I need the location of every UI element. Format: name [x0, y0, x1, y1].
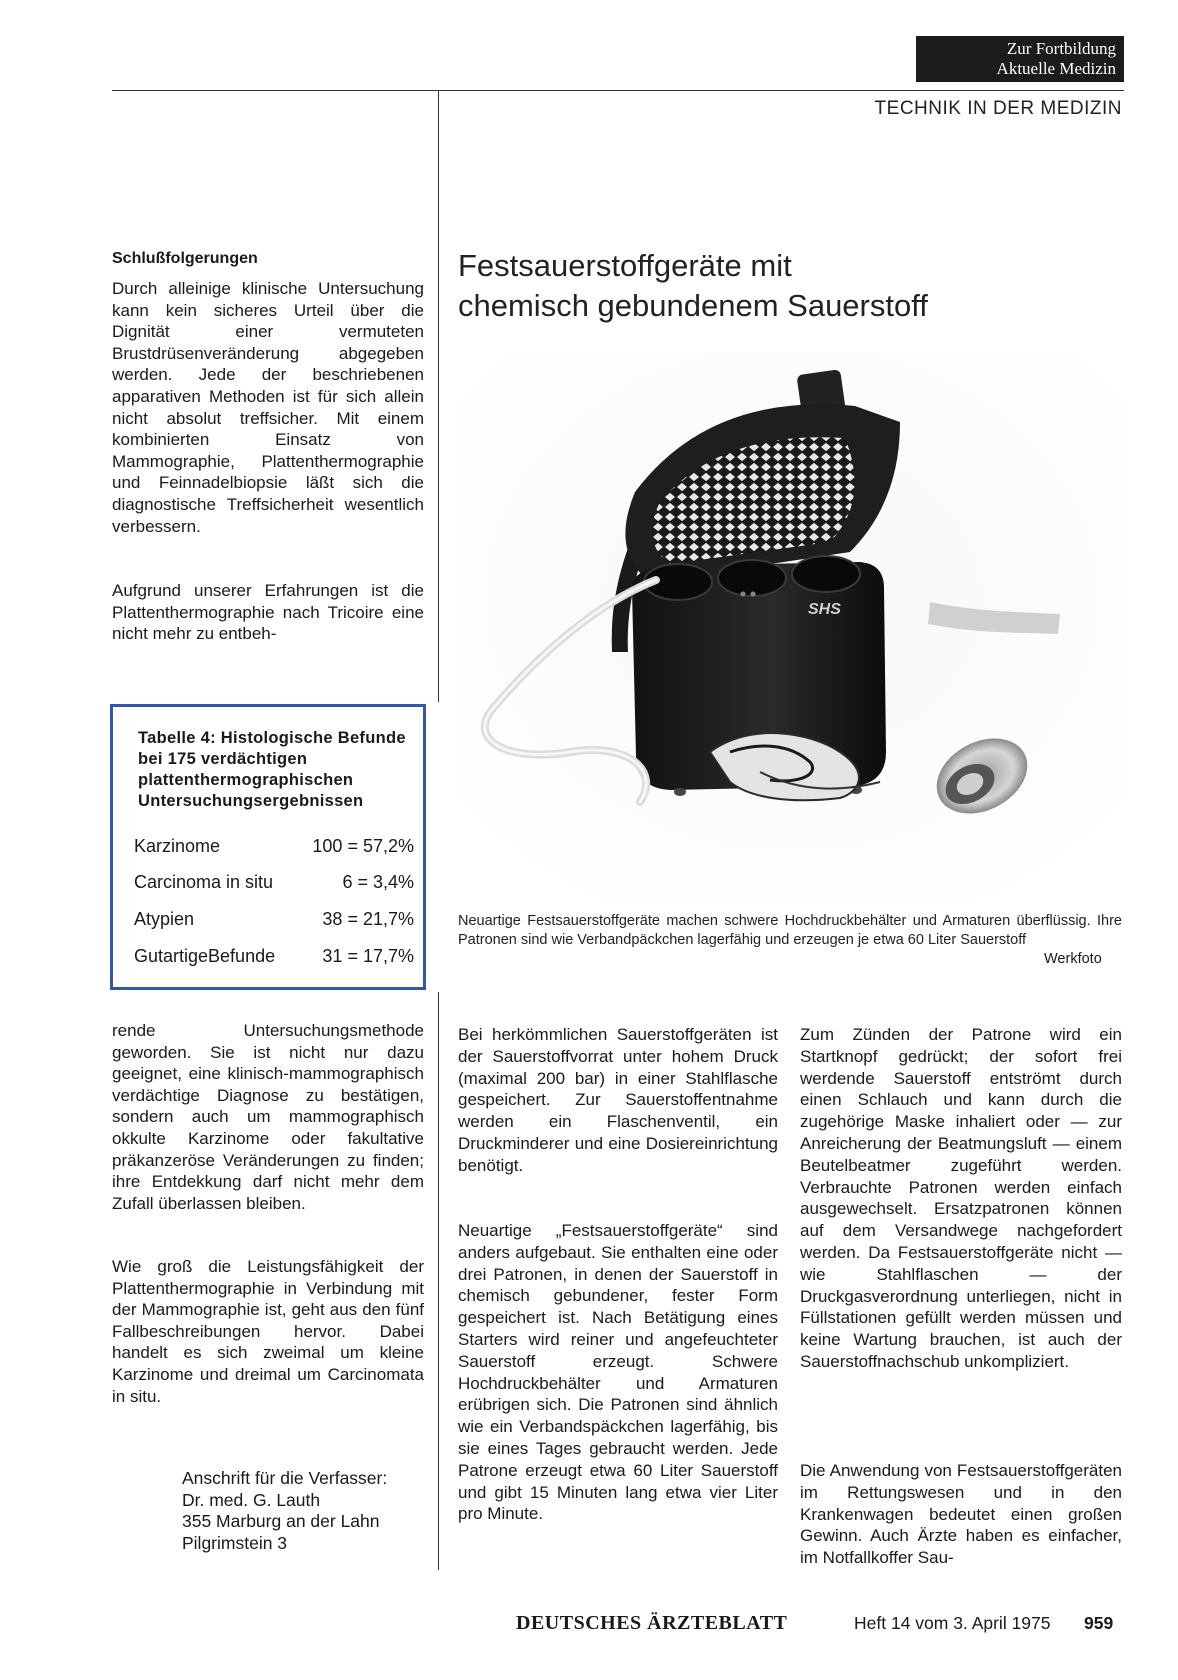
conclusions-paragraph-3	[112, 1020, 424, 1214]
table-row-value: 38 = 21,7%	[322, 909, 414, 929]
address-line: Pilgrimstein 3	[182, 1532, 288, 1553]
table-row-label: GutartigeBefunde	[134, 946, 276, 966]
article-headline	[458, 246, 1118, 326]
photo-credit: Werkfoto	[1044, 951, 1102, 967]
section-badge	[916, 36, 1124, 82]
table-title: Tabelle 4: Histologische Befunde bei 175 verdächtigen plattenthermographischen Untersuchungsergebnissen	[138, 729, 406, 810]
table-row-label: Atypien	[134, 909, 195, 929]
paragraph-text: Wie groß die Leistungsfähigkeit der Plattenthermographie in Verbindung mit der Mammographie ist, geht aus den fünf Fallbeschreibungen hervor. Dabei handelt es sich zweimal um kleine Karzinome und dreimal um Carcinomata in situ.	[112, 1257, 424, 1406]
badge-line-2: Aktuelle Medizin	[996, 59, 1116, 78]
table-row	[134, 836, 414, 860]
table-row-value: 6 = 3,4%	[342, 872, 414, 892]
table-row-value: 100 = 57,2%	[312, 836, 414, 856]
subheading-conclusions: Schlußfolgerungen	[112, 250, 258, 267]
table-row-value: 31 = 17,7%	[322, 946, 414, 966]
section-label: TECHNIK IN DER MEDIZIN	[874, 98, 1122, 119]
column-divider-bottom	[438, 992, 439, 1570]
issue-info: Heft 14 vom 3. April 1975	[854, 1613, 1051, 1633]
article-paragraph-1	[458, 1024, 778, 1177]
address-line: Anschrift für die Verfasser:	[182, 1468, 388, 1488]
paragraph-text: Durch alleinige klinische Untersuchung kann kein sicheres Urteil über die Dignität einer vermuteten Brustdrüsenveränderung abgegeben werden. Jede der beschriebenen apparativen Methoden ist für sich allein nicht absolut treffsicher. Mit einem kombinierten Einsatz von Mammographie, Plattenthermographie und Feinnadelbiopsie läßt sich die diagnostische Treffsicherheit wesentlich verbessern.	[112, 279, 424, 536]
article-paragraph-3	[800, 1024, 1122, 1373]
column-divider-top	[438, 90, 439, 702]
table-row	[134, 872, 414, 896]
conclusions-paragraph-2	[112, 580, 424, 645]
table-row	[134, 946, 414, 970]
article-paragraph-4	[800, 1460, 1122, 1569]
paragraph-text: rende Untersuchungsmethode geworden. Sie ist nicht nur dazu geeignet, eine klinisch-mammographisch verdächtige Diagnose zu bestätigen, sondern auch um mammographisch okkulte Karzinome oder fakultative präkanzeröse Veränderungen zu finden; ihre Entdekkung darf nicht mehr dem Zufall überlassen bleiben.	[112, 1021, 424, 1213]
paragraph-text: Neuartige „Festsauerstoffgeräte“ sind anders aufgebaut. Sie enthalten eine oder drei Patronen, in denen der Sauerstoff in chemisch gebundener, fester Form gespeichert ist. Nach Betätigung eines Starters wird reiner und angefeuchteter Sauerstoff erzeugt. Schwere Hochdruckbehälter und Armaturen erübrigen sich. Die Patronen sind ähnlich wie ein Verbandspäckchen lagerfähig, bis sie eines Tages gebraucht werden. Jede Patrone erzeugt etwa 60 Liter Sauerstoff und gibt 15 Minuten lang etwa vier Liter pro Minute.	[458, 1221, 778, 1524]
header-rule	[112, 90, 1124, 91]
headline-line-1: Festsauerstoffgeräte mit	[458, 248, 792, 283]
oxygen-device-illustration	[460, 352, 1124, 900]
address-line: 355 Marburg an der Lahn	[182, 1511, 380, 1531]
photo-caption: Neuartige Festsauerstoffgeräte machen schwere Hochdruckbehälter und Armaturen überflüssig. Ihre Patronen sind wie Verbandpäckchen lagerfähig und erzeugen je etwa 60 Liter Sauerstoff	[458, 913, 1122, 948]
badge-line-1: Zur Fortbildung	[1006, 39, 1116, 58]
author-address	[182, 1468, 387, 1554]
paragraph-text: Bei herkömmlichen Sauerstoffgeräten ist der Sauerstoffvorrat unter hohem Druck (maximal 200 bar) in einer Stahlflasche gespeichert. Zur Sauerstoffentnahme werden ein Flaschenventil, ein Druckminderer und eine Dosiereinrichtung benötigt.	[458, 1025, 778, 1175]
article-paragraph-2	[458, 1220, 778, 1525]
conclusions-paragraph-4	[112, 1256, 424, 1407]
journal-name: DEUTSCHES ÄRZTEBLATT	[516, 1612, 788, 1634]
page-number: 959	[1084, 1613, 1114, 1633]
table-row-label: Karzinome	[134, 836, 221, 856]
paragraph-text: Die Anwendung von Festsauerstoffgeräten im Rettungswesen und in den Krankenwagen bedeutet einen großen Gewinn. Auch Ärzte haben es einfacher, im Notfallkoffer Sau-	[800, 1461, 1122, 1568]
device-brand-label: SHS	[808, 601, 841, 618]
conclusions-paragraph-1	[112, 278, 424, 537]
headline-line-2: chemisch gebundenem Sauerstoff	[458, 288, 928, 323]
paragraph-text: Zum Zünden der Patrone wird ein Startknopf gedrückt; der sofort frei werdende Sauerstoff entströmt durch einen Schlauch und kann durch die zugehörige Maske inhaliert oder — zur Anreicherung der Beatmungsluft — einem Beutelbeatmer zugeführt werden. Verbrauchte Patronen werden einfach ausgewechselt. Ersatzpatronen können auf dem Versandwege nachgefordert werden. Da Festsauerstoffgeräte nicht — wie Stahlflaschen — der Druckgasverordnung unterliegen, nicht in Füllstationen gefüllt werden müssen und keine Wartung brauchen, ist auch der Sauerstoffnachschub unkompliziert.	[800, 1025, 1122, 1371]
paragraph-text: Aufgrund unserer Erfahrungen ist die Plattenthermographie nach Tricoire eine nicht mehr zu entbeh-	[112, 581, 424, 644]
device-photo	[460, 352, 1124, 900]
table-row	[134, 909, 414, 933]
address-line: Dr. med. G. Lauth	[182, 1489, 321, 1510]
table-row-label: Carcinoma in situ	[134, 872, 274, 892]
